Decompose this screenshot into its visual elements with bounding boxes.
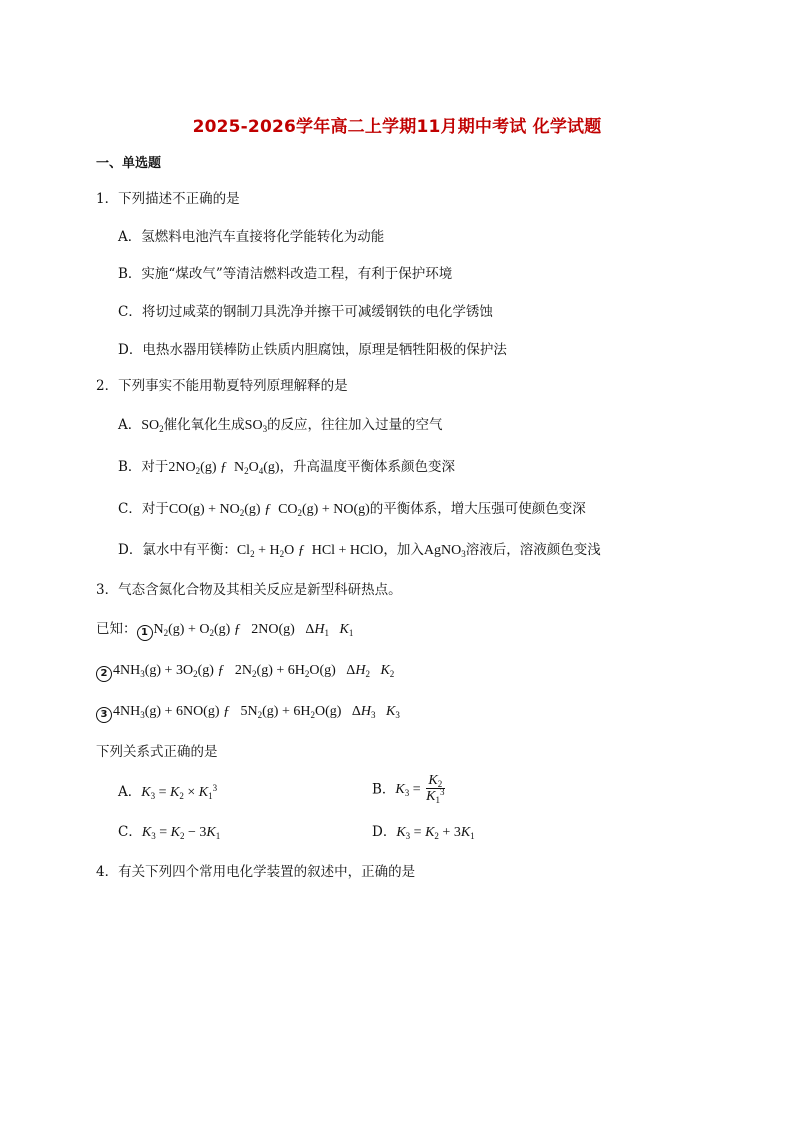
formula-q3-c: $K_3 = K_2 - 3K_1$ [141,825,221,841]
q3-stem: 3．气态含氮化合物及其相关反应是新型科研热点。 [96,582,402,598]
q2-a-text: 催化氧化生成 [163,417,245,433]
q3-c-label: C． [118,824,142,840]
formula-agno3: AgNO$_3$ [423,543,466,559]
formula-so3: $SO_3$ [244,418,268,434]
q1-option-a[interactable]: A．氢燃料电池汽车直接将化学能转化为动能 [118,229,385,245]
q3-a-label: A． [118,784,142,800]
section-heading: 一、单选题 [96,156,162,171]
formula-reaction-1: $N_2(g) + O_2(g)$ ƒ 2NO(g) $\Delta H_1$ $K_1$ [153,622,354,638]
q4-stem: 4．有关下列四个常用电化学装置的叙述中，正确的是 [96,864,416,880]
formula-reaction-2: $4NH_3(g) + 3O_2(g)$ ƒ $2N_2(g) + 6H_2O(g)$ $\Delta H_2$ $K_2$ [113,663,395,679]
circled-number-2: 2 [96,666,112,682]
q2-option-d[interactable] [118,541,601,560]
formula-co-no2: $CO(g) + NO_2(g)$ ƒ $CO_2(g) + NO(g)$ [168,502,370,518]
q1-option-b[interactable]: B．实施“煤改气”等清洁燃料改造工程，有利于保护环境 [118,266,453,282]
q2-option-a[interactable] [118,416,443,435]
q2-c-label: C．对于 [118,501,169,517]
formula-so2: $SO_2$ [141,418,164,434]
q2-a-label: A． [118,417,142,433]
formula-q3-d: $K_3 = K_2 + 3K_1$ [396,825,475,841]
q2-d-text-end: 溶液后，溶液颜色变浅 [465,542,601,558]
formula-q3-a: $K_3 = K_2 \times K_1^3$ [141,783,218,801]
q3-option-a[interactable] [118,783,217,802]
q3-reaction-3 [96,702,400,723]
q1-option-d[interactable]: D．电热水器用镁棒防止铁质内胆腐蚀，原理是牺牲阳极的保护法 [118,342,507,358]
q2-option-b[interactable] [118,458,455,477]
q2-d-text: ，加入 [383,542,424,558]
exam-title: 2025-2026学年高二上学期11月期中考试 化学试题 [192,117,602,137]
formula-reaction-3: $4NH_3(g) + 6NO(g)$ ƒ $5N_2(g) + 6H_2O(g)$ $\Delta H_3$ $K_3$ [113,704,400,720]
q2-b-label: B．对于 [118,459,169,475]
q3-reaction-1 [96,620,353,641]
q3-option-d[interactable] [372,823,475,842]
q1-stem: 1．下列描述不正确的是 [96,191,240,207]
q3-known-label: 已知： [96,621,137,637]
circled-number-1: 1 [137,625,153,641]
q3-option-c[interactable] [118,823,220,842]
q3-option-b[interactable] [372,774,445,805]
formula-no2-n2o4: $2NO_2(g)$ ƒ $N_2O_4(g)$ [168,460,280,476]
formula-chlorine-water: $Cl_2 + H_2O$ ƒ HCl + HClO [236,543,384,559]
q2-a-text-end: 的反应，往往加入过量的空气 [267,417,443,433]
circled-number-3: 3 [96,707,112,723]
q3-b-label: B． [372,781,396,798]
formula-q3-b: $K_3$ = [395,781,425,798]
q2-d-label: D．氯水中有平衡： [118,542,237,558]
q3-reaction-2 [96,661,394,682]
q3-ask: 下列关系式正确的是 [96,744,218,760]
q3-d-label: D． [372,824,397,840]
q2-b-text: ，升高温度平衡体系颜色变深 [279,459,456,475]
q2-stem: 2．下列事实不能用勒夏特列原理解释的是 [96,378,348,394]
fraction-k2-over-k1-cubed: $\frac{K_2}{K_1^3}$ [426,773,445,805]
q1-option-c[interactable]: C．将切过咸菜的钢制刀具洗净并擦干可减缓钢铁的电化学锈蚀 [118,304,493,320]
q2-option-c[interactable] [118,500,586,519]
q2-c-text: 的平衡体系，增大压强可使颜色变深 [369,501,586,517]
